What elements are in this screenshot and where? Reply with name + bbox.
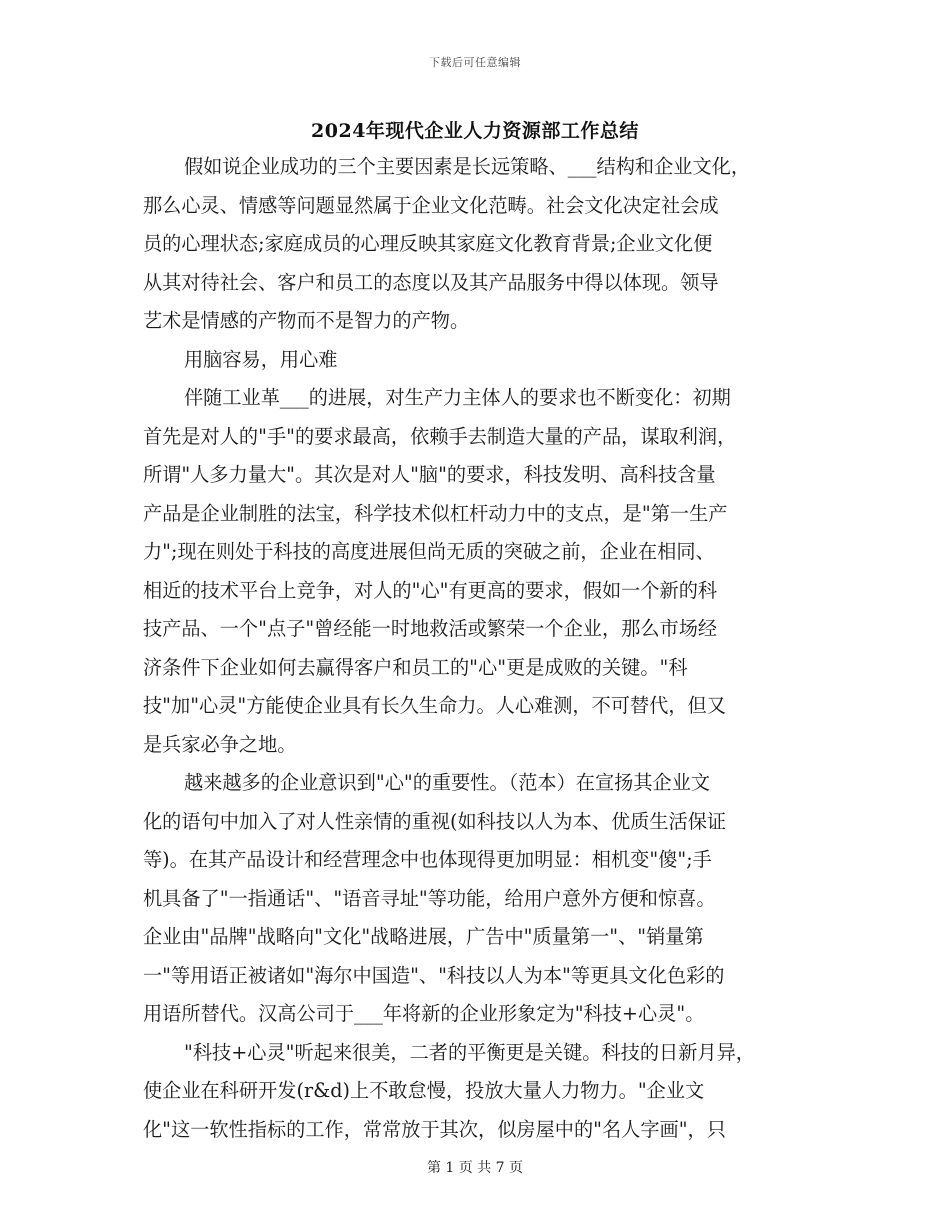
body-text-line: 力";现在则处于科技的高度进展但尚无质的突破之前，企业在相同、 [143, 540, 715, 563]
page-header-note: 下载后可任意编辑 [429, 56, 521, 69]
body-text-line: 企业由"品牌"战略向"文化"战略进展，广告中"质量第一"、"销量第 [143, 925, 704, 948]
body-text-line: 用脑容易，用心难 [184, 347, 338, 371]
page-number: 第 1 页 共 7 页 [426, 1160, 524, 1176]
body-text-line: 艺术是情感的产物而不是智力的产物。 [143, 309, 470, 332]
body-text-line: 相近的技术平台上竞争，对人的"心"有更高的要求，假如一个新的科 [143, 578, 718, 602]
body-text-line: 越来越多的企业意识到"心"的重要性。（范本）在宣扬其企业文 [184, 771, 711, 794]
body-text-line: 化的语句中加入了对人性亲情的重视(如科技以人为本、优质生活保证 [143, 809, 727, 833]
body-text-line: 技"加"心灵"方能使企业具有长久生命力。人心难测，不可替代，但又 [143, 694, 726, 717]
body-text-line: 是兵家必争之地。 [143, 732, 297, 756]
body-text-line: 那么心灵、情感等问题显然属于企业文化范畴。社会文化决定社会成 [143, 193, 719, 217]
body-text-line: 使企业在科研开发(r&d)上不敢怠慢，投放大量人力物力。"企业文 [143, 1079, 705, 1102]
body-text-line: 用语所替代。汉高公司于___年将新的企业形象定为"科技+心灵"。 [143, 1002, 705, 1025]
body-text-line: 技产品、一个"点子"曾经能一时地救活或繁荣一个企业，那么市场经 [143, 617, 718, 640]
body-text-line: 首先是对人的"手"的要求最高，依赖手去制造大量的产品，谋取利润， [143, 424, 737, 448]
body-text-line: 等)。在其产品设计和经营理念中也体现得更加明显：相机变"傻";手 [143, 848, 712, 871]
body-text-line: 化"这一软性指标的工作，常常放于其次，似房屋中的"名人字画"，只 [143, 1117, 726, 1141]
document-title: 2024年现代企业人力资源部工作总结 [311, 120, 639, 142]
body-text-line: 假如说企业成功的三个主要因素是长远策略、___结构和企业文化， [184, 155, 751, 178]
body-text-line: 员的心理状态;家庭成员的心理反映其家庭文化教育背景;企业文化便 [143, 232, 713, 255]
body-text-line: 产品是企业制胜的法宝，科学技术似杠杆动力中的支点，是"第一生产 [143, 501, 728, 525]
body-text-line: 所谓"人多力量大"。其次是对人"脑"的要求，科技发明、高科技含量 [143, 463, 716, 486]
body-text-line: 机具备了"一指通话"、"语音寻址"等功能，给用户意外方便和惊喜。 [143, 886, 716, 910]
body-text-line: 从其对待社会、客户和员工的态度以及其产品服务中得以体现。领导 [143, 270, 719, 294]
body-text-line: 济条件下企业如何去赢得客户和员工的"心"更是成败的关键。"科 [143, 655, 688, 679]
document-body [143, 148, 833, 1149]
body-text-line: 伴随工业革___的进展，对生产力主体人的要求也不断变化：初期 [184, 386, 731, 409]
body-text-line: "科技+心灵"听起来很美，二者的平衡更是关键。科技的日新月异， [184, 1040, 755, 1064]
body-text-line: 一"等用语正被诸如"海尔中国造"、"科技以人为本"等更具文化色彩的 [143, 963, 725, 987]
